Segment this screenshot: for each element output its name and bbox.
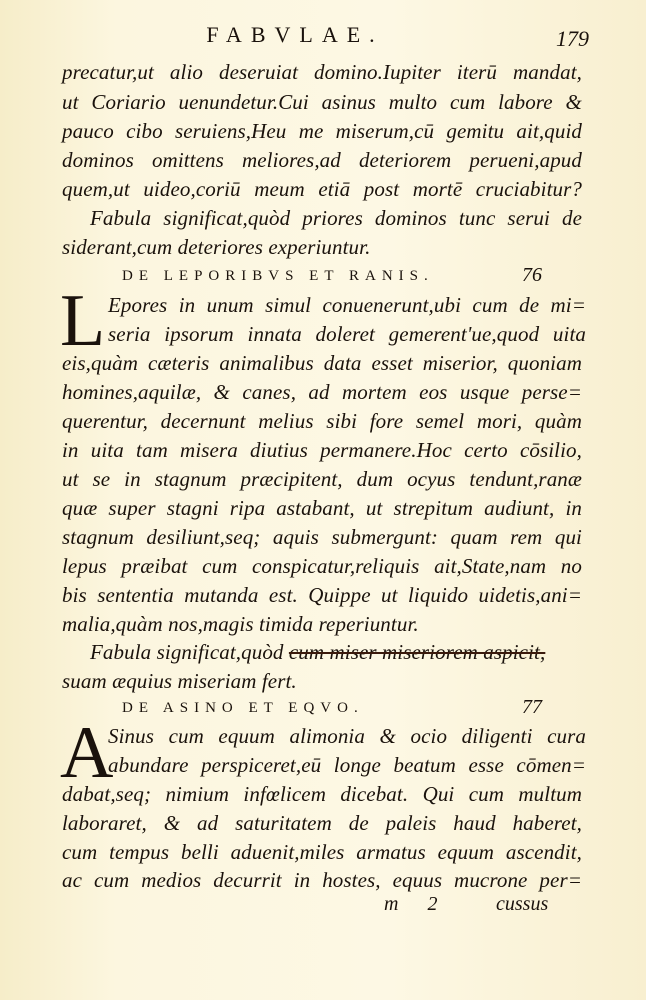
text-line: eis,quàm cæteris animalibus data esset miserior, quoniam bbox=[62, 351, 582, 375]
text-line: bis sententia mutanda est. Quippe ut liquido uidetis,ani= bbox=[62, 583, 582, 607]
signature-mark: m 2 bbox=[384, 893, 450, 915]
catchword: cussus bbox=[496, 893, 549, 915]
text-line: quæ super stagni ripa astabant, ut strepitum audiunt, in bbox=[62, 496, 582, 520]
text-line: Epores in unum simul conuenerunt,ubi cum de mi= bbox=[108, 293, 586, 317]
text-line: ac cum medios decurrit in hostes, equus mucrone per= bbox=[62, 868, 582, 892]
text-line: laboraret, & ad saturitatem de paleis haud haberet, bbox=[62, 811, 582, 835]
text-line: querentur, decernunt melius sibi fore semel mori, quàm bbox=[62, 409, 582, 433]
text-line: quem,ut uideo,coriū meum etiā post mortē cruciabitur? bbox=[62, 177, 582, 201]
moral-line: Fabula significat,quòd priores dominos tunc serui de bbox=[90, 206, 582, 230]
running-head: FABVLAE. bbox=[206, 22, 384, 47]
fable-heading: DE ASINO ET EQVO. bbox=[122, 700, 364, 716]
text-line: pauco cibo seruiens,Heu me miserum,cū gemitu ait,quid bbox=[62, 119, 582, 143]
fable-number: 77 bbox=[522, 696, 542, 718]
moral-text: Fabula significat,quòd bbox=[90, 640, 284, 664]
text-line: ut Coriario uenundetur.Cui asinus multo cum labore & bbox=[62, 90, 582, 114]
text-line: abundare perspiceret,eū longe beatum esse cōmen= bbox=[108, 753, 586, 777]
text-line: cum tempus belli aduenit,miles armatus equum ascendit, bbox=[62, 840, 582, 864]
text-line: ut se in stagnum præcipitent, dum ocyus tendunt,ranæ bbox=[62, 467, 582, 491]
text-line: seria ipsorum innata doleret gemerent'ue,quod uita bbox=[108, 322, 586, 346]
fable-number: 76 bbox=[522, 264, 542, 286]
text-line: malia,quàm nos,magis timida reperiuntur. bbox=[62, 612, 419, 636]
drop-cap: A bbox=[60, 712, 114, 794]
text-line: dabat,seq; nimium infœlicem dicebat. Qui cum multum bbox=[62, 782, 582, 806]
struck-through-text: cum miser miseriorem aspicit, bbox=[288, 640, 546, 664]
moral-line bbox=[90, 638, 610, 666]
text-line: lepus præibat cum conspicatur,reliquis ait,State,nam no bbox=[62, 554, 582, 578]
text-line: dominos omittens meliores,ad deteriorem perueni,apud bbox=[62, 148, 582, 172]
page-number: 179 bbox=[556, 26, 589, 51]
text-line: Sinus cum equum alimonia & ocio diligenti cura bbox=[108, 724, 586, 748]
text-line: in uita tam misera diutius permanere.Hoc certo cōsilio, bbox=[62, 438, 582, 462]
text-line: precatur,ut alio deseruiat domino.Iupiter iterū mandat, bbox=[62, 60, 582, 84]
text-line: homines,aquilæ, & canes, ad mortem eos usque perse= bbox=[62, 380, 582, 404]
text-line: stagnum desiliunt,seq; aquis submergunt: quam rem qui bbox=[62, 525, 582, 549]
moral-line: siderant,cum deteriores experiuntur. bbox=[62, 235, 371, 259]
fable-heading: DE LEPORIBVS ET RANIS. bbox=[122, 268, 434, 284]
drop-cap: L bbox=[60, 280, 106, 362]
moral-line: suam æquius miseriam fert. bbox=[62, 669, 297, 693]
